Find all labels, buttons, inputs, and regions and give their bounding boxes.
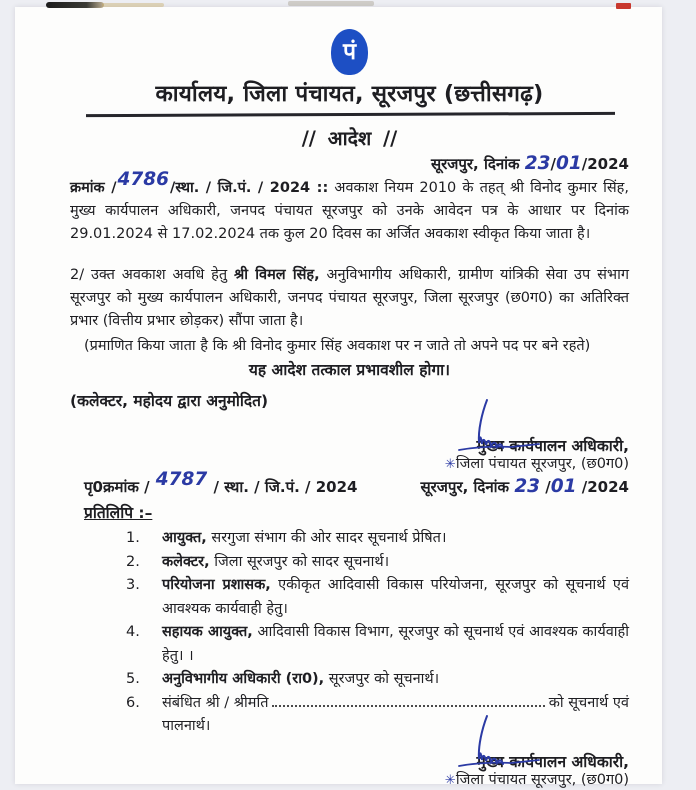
paragraph-1-body: अवकाश नियम 2010 के तहत् श्री विनोद कुमार सिंह, मुख्य कार्यपालन अधिकारी, जनपद पंचायत सूरजपुर को उनके आवेदन पत्र के आधार पर दिनांक 29.01.2024 से 17.02.2024 तक कुल 20 दिवस का अर्जित अवकाश स्वीकृत किया जाता है।	[70, 180, 629, 242]
order-paragraph-1	[70, 169, 629, 246]
item-body-post: को सूचनार्थ एवं	[548, 694, 629, 711]
paragraph-2-prefix: 2/ उक्त अवकाश अवधि हेतु	[70, 267, 234, 283]
document-content	[70, 7, 629, 790]
item-number: 3.	[126, 577, 140, 593]
date-separator: /	[550, 155, 557, 173]
item-number: 6.	[126, 694, 140, 711]
copy-to-heading: प्रतिलिपि :–	[84, 504, 153, 522]
addressee-bold: सहायक आयुक्त,	[162, 624, 253, 640]
addressee-bold: कलेक्टर,	[162, 553, 210, 570]
signatory-title: मुख्य कार्यपालन अधिकारी,	[476, 752, 629, 771]
fill-in-line	[162, 692, 629, 716]
header-divider	[86, 112, 615, 117]
scan-smudge-dark	[46, 2, 104, 8]
signature-scribble-icon	[421, 713, 551, 773]
endorsement-number	[70, 469, 358, 497]
collector-approved-line: (कलेक्टर, महोदय द्वारा अनुमोदित)	[70, 392, 269, 410]
signatory-office-text: जिला पंचायत सूरजपुर, (छ0ग0)	[455, 771, 629, 788]
item-text	[162, 692, 629, 739]
date-separator: /	[581, 478, 588, 496]
item-body: जिला सूरजपुर को सादर सूचनार्थ।	[209, 553, 390, 570]
handwritten-endorsement-number: 4787	[155, 469, 208, 490]
scan-smudge-yellow	[102, 3, 164, 7]
handwritten-ref-number: 4786	[117, 169, 170, 190]
date-year: 2024	[587, 478, 629, 496]
handwritten-day: 23	[514, 476, 541, 497]
signatory-office	[70, 455, 629, 474]
endorsement-label: पृ0क्रमांक /	[84, 478, 150, 496]
date-place-label: सूरजपुर, दिनांक	[420, 478, 510, 496]
item-body-tail: पालनार्थ।	[162, 718, 211, 734]
paragraph-2-body: अनुविभागीय अधिकारी, ग्रामीण यांत्रिकी सेवा उप संभाग सूरजपुर को मुख्य कार्यपालन अधिकारी, जनपद पंचायत सूरजपुर, जिला सूरजपुर (छ0ग0) का अतिरिक्त प्रभार (वित्तीय प्रभार छोड़कर) सौंपा जाता है।	[70, 267, 629, 329]
item-text	[162, 574, 629, 621]
date-year: 2024	[587, 155, 629, 173]
ref-number-suffix: /स्था. / जि.पं. / 2024 ::	[170, 180, 329, 196]
copy-distribution-list	[70, 527, 629, 739]
item-text	[162, 527, 629, 551]
officer-name-bold: श्री विमल सिंह,	[233, 267, 320, 283]
item-number: 1.	[126, 530, 140, 546]
addressee-bold: आयुक्त,	[162, 530, 207, 546]
item-body-pre: संबंधित श्री / श्रीमति	[162, 694, 269, 711]
scan-smudge-center	[288, 1, 374, 6]
date-separator: /	[545, 478, 551, 496]
signature-block-1	[70, 437, 629, 474]
endorsement-ref-row	[70, 469, 629, 497]
copy-item-4	[70, 621, 629, 668]
item-text	[162, 621, 629, 668]
office-title: कार्यालय, जिला पंचायत, सूरजपुर (छत्तीसगढ़)	[155, 81, 544, 107]
order-heading: // आदेश //	[301, 127, 398, 150]
panchayat-logo-icon: पं	[331, 29, 368, 75]
ink-mark-icon: ✳	[444, 457, 456, 472]
scan-red-mark	[616, 3, 631, 9]
signature-scribble-icon	[421, 397, 551, 457]
dateline-bottom	[421, 476, 629, 497]
document-page	[15, 7, 662, 788]
date-separator: /	[581, 155, 588, 173]
signatory-office	[70, 771, 629, 790]
item-number: 2.	[126, 553, 140, 570]
blank-dotted-line	[272, 692, 544, 707]
item-text	[162, 551, 629, 575]
endorsement-suffix: / स्था. / जि.पं. / 2024	[213, 478, 358, 496]
certified-note: (प्रमाणित किया जाता है कि श्री विनोद कुमार सिंह अवकाश पर न जाते तो अपने पद पर बने रहते)	[84, 338, 591, 354]
item-body: एकीकृत आदिवासी विकास परियोजना, सूरजपुर को सूचनार्थ एवं आवश्यक कार्यवाही हेतु।	[162, 577, 630, 617]
copy-item-3	[70, 574, 629, 621]
copy-item-2	[70, 551, 629, 575]
item-body: सरगुजा संभाग की ओर सादर सूचनार्थ प्रेषित।	[206, 530, 447, 546]
signatory-title: मुख्य कार्यपालन अधिकारी,	[476, 437, 629, 455]
date-place-label: सूरजपुर, दिनांक	[430, 155, 520, 173]
item-text	[162, 668, 629, 692]
handwritten-month: 01	[556, 153, 582, 174]
copy-item-1	[70, 527, 629, 551]
addressee-bold: अनुविभागीय अधिकारी (रा0),	[162, 671, 325, 687]
order-paragraph-2	[70, 264, 629, 333]
handwritten-month: 01	[550, 476, 577, 497]
ink-mark-icon: ✳	[444, 772, 456, 788]
ref-number-label: क्रमांक /	[70, 180, 117, 196]
signatory-office-text: जिला पंचायत सूरजपुर, (छ0ग0)	[455, 456, 629, 472]
item-body: सूरजपुर को सूचनार्थ।	[324, 671, 440, 687]
item-number: 5.	[126, 671, 140, 687]
item-body: आदिवासी विकास विभाग, सूरजपुर को सूचनार्थ एवं आवश्यक कार्यवाही हेतु। ।	[162, 624, 629, 664]
item-number: 4.	[126, 624, 140, 640]
copy-item-5	[70, 668, 629, 692]
effective-immediately-line: यह आदेश तत्काल प्रभावशील होगा।	[248, 361, 451, 379]
addressee-bold: परियोजना प्रशासक,	[162, 577, 271, 593]
handwritten-day: 23	[524, 153, 551, 174]
